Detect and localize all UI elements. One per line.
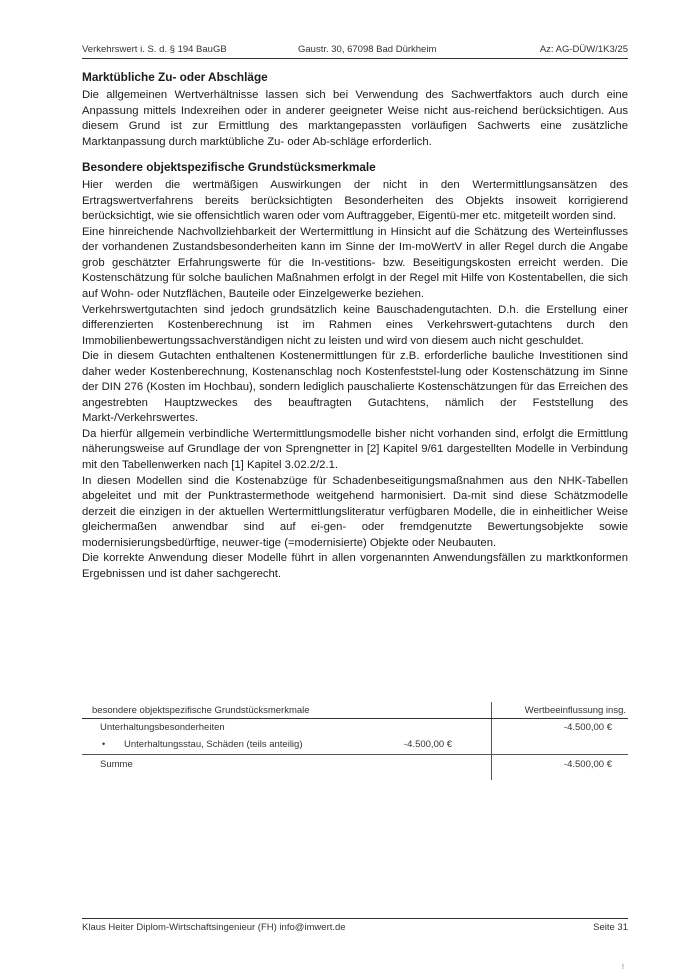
paragraph: Da hierfür allgemein verbindliche Wertermittlungsmodelle bisher nicht vorhanden sind, erfolgt die Ermittlung näherungsweise auf Grundlage der von Sprengnetter in [2] Kapitel 9/61 dargestellten Modelle in Verbindung mit den Tabellenwerken nach [1] Kapitel 3.02.2/2.1.: [82, 427, 628, 472]
paragraph: Hier werden die wertmäßigen Auswirkungen der nicht in den Wertermittlungsansätzen des Ertragswertverfahrens bereits berücksichtigten Besonderheiten des Objekts insoweit korrigierend berücksichtigt, wie sie offensichtlich waren oder vom Auftraggeber, Eigentü-mer etc. mitgeteilt worden sind.: [82, 179, 628, 223]
table-sum-row: [82, 756, 628, 773]
table-sum-value: -4.500,00 €: [563, 759, 612, 770]
paragraph: In diesen Modellen sind die Kostenabzüge für Schadenbeseitigungsmaßnahmen aus den NHK-Tabellen abgeleitet und mit der Punktrastermethode weitgehend harmonisiert. Da-mit sind diese Schätzmodelle derzeit die einzigen in der aktuellen Wertermittlungsliteratur verfügbaren Modelle, die in einheitlicher Weise gleichermaßen anwendbar sind auf ei-gen- oder fremdgenutzte Bewertungsobjekte sowie modernisierungsbedürftige, neuwer-tige (=modernisierte) Objekte oder Neubauten.: [82, 474, 628, 549]
table-row: [82, 719, 628, 736]
table-header-row: [82, 702, 628, 719]
table-item-label: Unterhaltungsstau, Schäden (teils anteilig): [124, 739, 303, 750]
header-address: Gaustr. 30, 67098 Bad Dürkheim: [298, 44, 437, 55]
bullet-icon: •: [102, 739, 106, 749]
table-group-value: -4.500,00 €: [563, 722, 612, 733]
footer-page-number: Seite 31: [593, 922, 628, 933]
table-group-label: Unterhaltungsbesonderheiten: [100, 722, 225, 733]
table-item-value: -4.500,00 €: [404, 739, 453, 750]
header-reference: Az: AG-DÜW/1K3/25: [539, 44, 628, 55]
footer-author: Klaus Heiter Diplom-Wirtschaftsingenieur (FH) info@imwert.de: [82, 922, 346, 933]
table-header-features: besondere objektspezifische Grundstücksmerkmale: [92, 705, 310, 716]
main-content: [82, 70, 628, 582]
section-title-market-adjustments: Marktübliche Zu- oder Abschläge: [82, 70, 268, 84]
paragraph: Die allgemeinen Wertverhältnisse lassen sich bei Verwendung des Sachwertfaktors auch durch eine Anpassung mittels Indexreihen oder in anderer geeigneter Weise nicht aus-reichend berücksichtigen. Aus diesem Grund ist zur Ermittlung des marktangepassten vorläufigen Sachwerts eine zusätzliche Marktanpassung durch marktübliche Zu- oder Ab-schläge erforderlich.: [82, 89, 628, 148]
table-row: [82, 736, 628, 753]
paragraph: Verkehrswertgutachten sind jedoch grundsätzlich keine Bauschadengutachten. D.h. die Erstellung einer differenzierten Kostenberechnung ist im Rahmen eines Verkehrswert-gutachtens durch den Immobilienbewertungssachverständigen nicht zu leisten und wird von diesem auch nicht geschuldet.: [82, 303, 628, 347]
paragraph: Die korrekte Anwendung dieser Modelle führt in allen vorgenannten Anwendungsfällen zu marktkonformen Ergebnissen und ist daher sachgerecht.: [82, 552, 628, 580]
special-features-table: [82, 702, 628, 773]
page-footer: [82, 918, 628, 935]
table-header-total-impact: Wertbeeinflussung insg.: [524, 705, 626, 716]
header-left-text: Verkehrswert i. S. d. § 194 BauGB: [82, 44, 227, 55]
section-title-special-features: Besondere objektspezifische Grundstücksmerkmale: [82, 160, 376, 175]
table-divider: [82, 754, 628, 755]
table-sum-label: Summe: [100, 759, 133, 770]
paragraph: Die in diesem Gutachten enthaltenen Kostenermittlungen für z.B. erforderliche bauliche Investitionen sind daher weder Kostenberechnung, Kostenanschlag noch Kostenfeststel-lung oder Kostenschätzung im Sinne der DIN 276 (Kosten im Hochbau), sondern lediglich pauschalierte Kostenschätzungen für das Erreichen des angestrebten Hauptzweckes des beauftragten Gutachtens, nämlich der Feststellung des Markt-/Verkehrswertes.: [82, 350, 628, 425]
page-header: [82, 42, 628, 59]
paragraph: Eine hinreichende Nachvollziehbarkeit der Wertermittlung in Hinsicht auf die Schätzung des Werteinflusses der vorhandenen Zustandsbesonderheiten kann im Sinne der Im-moWertV in aller Regel durch die Angabe grob geschätzter Erfahrungswerte für die In-vestitions- bzw. Beseitigungskosten erreicht werden. Die Kostenschätzung für solche baulichen Maßnahmen erfolgt in der Regel mit Hilfe von Kostentabellen, die sich auf Wohn- oder Nutzflächen, Bauteile oder Einzelgewerke beziehen.: [82, 225, 628, 301]
corner-mark: !: [622, 964, 624, 971]
